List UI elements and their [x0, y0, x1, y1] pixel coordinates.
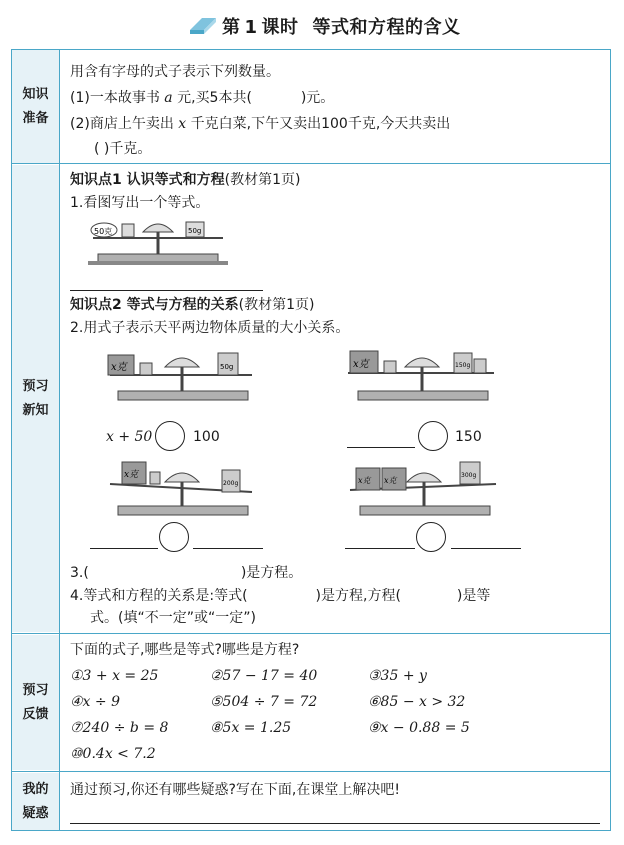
balance-scale-d — [342, 458, 502, 520]
title-prefix: 第 — [222, 17, 241, 38]
scale-b-block-label: x克 — [353, 359, 369, 370]
balance-scale-b — [340, 345, 500, 407]
answer-line-d-right[interactable] — [451, 548, 521, 549]
kp1-heading: 知识点1 认识等式和方程(教材第1页) — [70, 172, 301, 188]
scale-d-block-label-1: x克 — [358, 476, 371, 485]
answer-line-c-right[interactable] — [193, 548, 263, 549]
feedback-item: ③35 + y — [368, 668, 427, 684]
kp2-heading: 知识点2 等式与方程的关系(教材第1页) — [70, 297, 315, 313]
divider-preview — [11, 633, 611, 634]
compare-circle-b[interactable] — [418, 421, 448, 451]
feedback-item: ⑦240 ÷ b = 8 — [70, 720, 169, 736]
weight-label-right: 50g — [188, 227, 202, 235]
compare-circle-a[interactable] — [155, 421, 185, 451]
kp2-question: 2.用式子表示天平两边物体质量的大小关系。 — [70, 320, 350, 336]
doubts-prompt: 通过预习,你还有哪些疑惑?写在下面,在课堂上解决吧! — [70, 782, 400, 798]
answer-line-d-left[interactable] — [345, 548, 415, 549]
answer-line-kp1[interactable] — [70, 290, 263, 291]
feedback-item: ④x ÷ 9 — [70, 694, 120, 710]
expr-b-right: 150 — [455, 429, 482, 445]
balance-scale-1 — [88, 214, 228, 274]
scale-d-weight-label: 300g — [461, 472, 477, 479]
lesson-number: 1 — [244, 17, 258, 38]
section-label-doubts: 我的 疑惑 — [12, 773, 59, 830]
feedback-item: ⑧5x = 1.25 — [210, 720, 292, 736]
divider-feedback — [11, 771, 611, 772]
balance-scale-c — [100, 458, 260, 520]
book-icon — [188, 14, 218, 38]
feedback-item: ⑨x − 0.88 = 5 — [368, 720, 470, 736]
feedback-item: ①3 + x = 25 — [70, 668, 159, 684]
prep-q1: (1)一本故事书 a 元,买5本共( )元。 — [70, 90, 335, 106]
answer-line-b-left[interactable] — [347, 447, 415, 448]
feedback-item: ⑥85 − x > 32 — [368, 694, 466, 710]
title-suffix: 课时 — [261, 17, 299, 38]
section-label-prep: 知识 准备 — [12, 50, 59, 163]
prep-q2-line2: ( )千克。 — [94, 141, 152, 157]
scale-a-block-label: x克 — [111, 362, 127, 373]
prep-intro: 用含有字母的式子表示下列数量。 — [70, 64, 280, 80]
balance-scale-a — [100, 345, 260, 407]
kp2-q4: 4.等式和方程的关系是:等式( )是方程,方程( )是等 — [70, 588, 491, 604]
feedback-question: 下面的式子,哪些是等式?哪些是方程? — [70, 642, 300, 658]
worksheet-frame — [11, 49, 611, 831]
weight-label-left: 50克 — [94, 227, 113, 236]
compare-circle-c[interactable] — [159, 522, 189, 552]
feedback-item: ②57 − 17 = 40 — [210, 668, 318, 684]
expr-a-right: 100 — [193, 429, 220, 445]
prep-q2: (2)商店上午卖出 x 千克白菜,下午又卖出100千克,今天共卖出 — [70, 116, 451, 132]
page-title — [222, 13, 461, 39]
compare-circle-d[interactable] — [416, 522, 446, 552]
scale-c-weight-label: 200g — [223, 480, 239, 487]
feedback-item: ⑩0.4x < 7.2 — [70, 746, 156, 762]
title-topic: 等式和方程的含义 — [312, 17, 461, 38]
section-label-preview: 预习 新知 — [12, 165, 59, 632]
expr-a-left: x + 50 — [106, 429, 153, 445]
title-bar — [0, 8, 624, 40]
feedback-item: ⑤504 ÷ 7 = 72 — [210, 694, 318, 710]
answer-line-doubts[interactable] — [70, 823, 600, 824]
kp1-question: 1.看图写出一个等式。 — [70, 195, 210, 211]
kp2-q4-line2: 式。(填“不一定”或“一定”) — [90, 610, 256, 626]
scale-b-weight-label: 150g — [455, 362, 471, 369]
scale-a-weight-label: 50g — [220, 363, 234, 371]
scale-c-block-label: x克 — [124, 470, 139, 480]
divider-prep — [11, 163, 611, 164]
label-column-divider — [59, 49, 60, 831]
scale-d-block-label-2: x克 — [384, 476, 397, 485]
answer-line-c-left[interactable] — [90, 548, 158, 549]
section-label-feedback: 预习 反馈 — [12, 635, 59, 770]
kp2-q3: 3.( )是方程。 — [70, 565, 303, 581]
